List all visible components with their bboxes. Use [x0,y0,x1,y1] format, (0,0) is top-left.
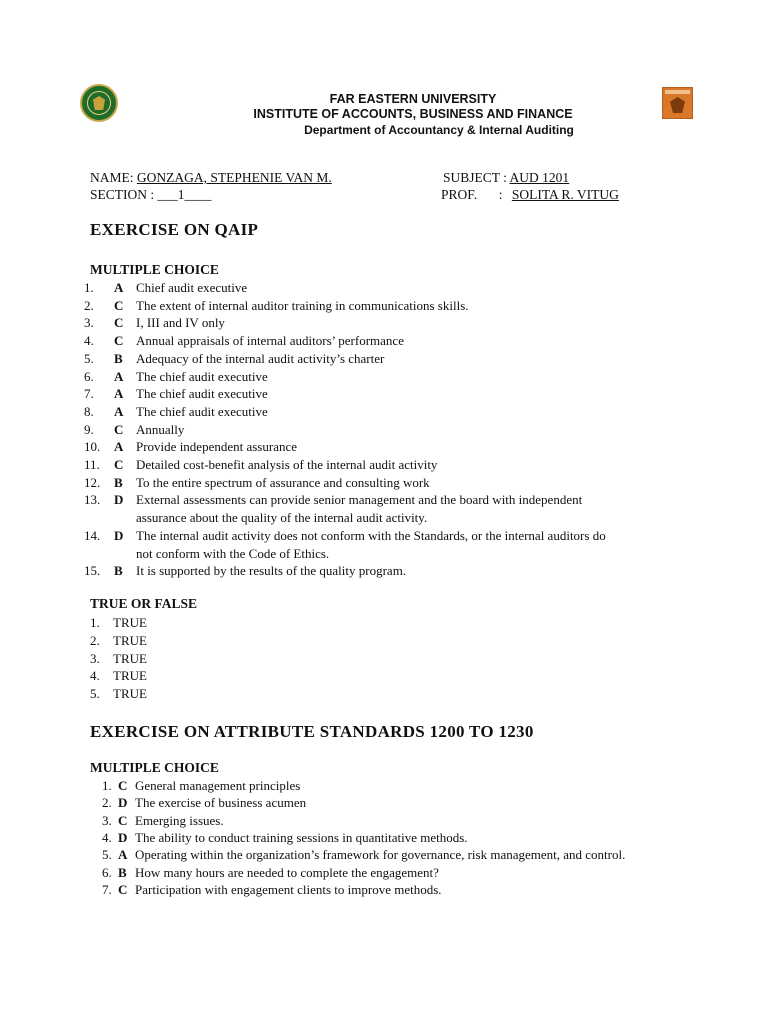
item-answer: B [118,864,127,880]
item-text: TRUE [113,668,147,684]
item-answer: A [114,403,124,419]
item-text: The chief audit executive [136,386,268,402]
item-text: It is supported by the results of the quality program. [136,563,407,579]
item-text: The internal audit activity does not conform with the Standards, or the internal auditors do [136,527,606,543]
item-number: 4. [84,333,94,349]
item-text: TRUE [113,686,147,702]
item-number: 6. [84,368,94,384]
item-answer: B [114,474,123,490]
item-answer: D [114,492,124,508]
item-number: 7. [102,881,112,897]
item-number: 2. [90,632,100,648]
section-value: ___1____ [157,187,212,202]
name-value: GONZAGA, STEPHENIE VAN M. [136,170,332,185]
item-answer: D [114,527,124,543]
item-answer: A [114,386,124,402]
item-text: How many hours are needed to complete the engagement? [135,864,439,880]
item-number: 1. [102,778,112,793]
item-text: I, III and IV only [136,315,225,331]
item-answer: B [114,563,123,579]
item-answer: A [114,280,124,295]
item-number: 11. [84,457,100,472]
item-number: 8. [84,403,94,419]
item-number: 3. [84,315,94,331]
item-number: 12. [84,474,101,490]
item-number: 15. [84,563,101,579]
name-label: NAME: [90,170,134,185]
qaip-mc-heading: MULTIPLE CHOICE [90,262,219,277]
item-text: Chief audit executive [136,280,248,295]
item-number: 4. [90,668,100,684]
item-answer: D [118,795,128,811]
item-number: 2. [84,297,94,313]
name-line [90,170,332,186]
item-number: 4. [102,829,112,845]
item-answer: D [118,829,128,845]
item-text: General management principles [135,778,301,793]
item-text-continuation: assurance about the quality of the internal audit activity. [136,510,428,526]
item-number: 7. [84,386,94,402]
item-number: 14. [84,527,101,543]
exercise-qaip-title: EXERCISE ON QAIP [90,220,259,239]
item-text: External assessments can provide senior management and the board with independent [136,492,583,508]
item-answer: C [114,421,124,437]
item-answer: C [114,333,124,349]
item-text: Adequacy of the internal audit activity’s charter [136,350,385,366]
item-answer: A [114,439,124,455]
item-number: 5. [90,686,100,702]
item-answer: A [114,368,124,384]
item-number: 6. [102,864,112,880]
item-answer: C [118,778,128,793]
item-text: Emerging issues. [135,812,224,828]
item-text: The chief audit executive [136,403,268,419]
item-answer: C [118,881,128,897]
prof-line [441,187,619,203]
item-answer: C [114,297,124,313]
item-answer: C [118,812,128,828]
item-answer: C [114,315,124,331]
item-text: Annual appraisals of internal auditors’ performance [136,333,404,349]
item-text: The chief audit executive [136,368,268,384]
section-label: SECTION : [90,187,155,202]
subject-value: AUD 1201 [509,170,570,185]
prof-label: PROF. [441,187,478,202]
item-text: TRUE [113,650,147,666]
item-answer: A [118,847,128,863]
item-number: 5. [84,350,94,366]
item-number: 3. [102,812,112,828]
item-number: 9. [84,421,94,437]
item-answer: B [114,350,123,366]
item-text: Provide independent assurance [136,439,298,455]
item-text: Annually [136,421,185,437]
item-text: The extent of internal auditor training in communications skills. [136,297,469,313]
item-text: Participation with engagement clients to improve methods. [135,881,442,897]
item-text: Operating within the organization’s framework for governance, risk management, and control. [135,847,626,863]
prof-value: SOLITA R. VITUG [511,187,619,202]
item-text: Detailed cost-benefit analysis of the internal audit activity [136,457,438,472]
item-number: 1. [84,280,94,295]
prof-colon: : [498,187,503,202]
item-number: 13. [84,492,101,508]
item-number: 2. [102,795,112,811]
item-answer: C [114,457,124,472]
item-text-continuation: not conform with the Code of Ethics. [136,545,330,561]
exercise-attribute-title: EXERCISE ON ATTRIBUTE STANDARDS 1200 TO 1230 [90,722,534,741]
item-number: 3. [90,650,100,666]
university-name: FAR EASTERN UNIVERSITY [329,92,497,106]
subject-label: SUBJECT : [443,170,507,185]
section-line [90,187,212,203]
department-name: Department of Accountancy & Internal Auditing [304,123,574,137]
attribute-mc-heading: MULTIPLE CHOICE [90,760,219,775]
institute-name: INSTITUTE OF ACCOUNTS, BUSINESS AND FINANCE [253,107,573,121]
item-number: 1. [90,615,100,630]
item-text: TRUE [113,632,147,648]
item-text: The exercise of business acumen [135,795,307,811]
item-number: 5. [102,847,112,863]
qaip-tf-heading: TRUE OR FALSE [90,596,198,611]
item-text: To the entire spectrum of assurance and consulting work [136,474,430,490]
subject-line [443,170,569,186]
item-number: 10. [84,439,101,455]
item-text: TRUE [113,615,147,630]
item-text: The ability to conduct training sessions in quantitative methods. [135,829,468,845]
